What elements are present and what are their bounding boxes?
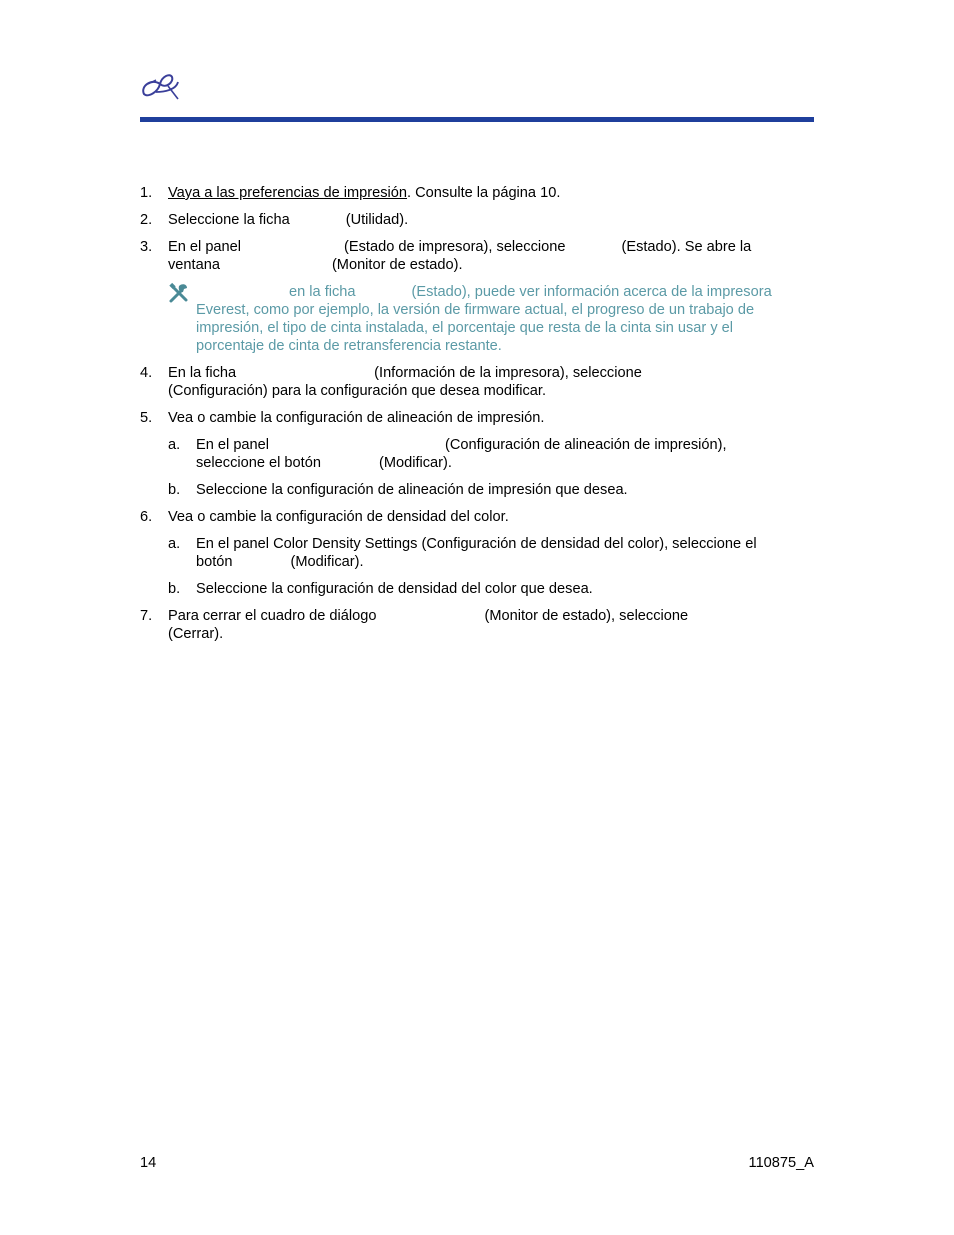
step-number: 3. xyxy=(140,239,153,255)
substep-5b xyxy=(140,481,814,499)
step-4 xyxy=(140,364,814,400)
step-number: 1. xyxy=(140,185,153,201)
step-text: (Monitor de estado). xyxy=(331,257,463,273)
step-text: En el panel xyxy=(168,239,242,255)
step-text: (Monitor de estado), seleccione xyxy=(484,608,689,624)
substep-letter: b. xyxy=(168,581,181,597)
page-number: 14 xyxy=(140,1155,157,1171)
substep-text: seleccione el botón xyxy=(196,455,321,471)
print-preferences-link[interactable]: Vaya a las preferencias de impresión xyxy=(168,185,408,201)
substep-letter: a. xyxy=(168,536,181,552)
step-text: En la ficha xyxy=(168,365,237,381)
step-text: Vea o cambie la configuración de alineación de impresión. xyxy=(168,410,545,426)
substep-6a xyxy=(140,535,814,571)
note xyxy=(140,283,814,355)
step-text: Para cerrar el cuadro de diálogo xyxy=(168,608,377,624)
substep-text: En el panel xyxy=(196,437,270,453)
step-text: (Estado de impresora), seleccione xyxy=(344,239,566,255)
step-number: 7. xyxy=(140,608,153,624)
substep-text: botón xyxy=(196,554,233,570)
company-logo-icon xyxy=(138,72,180,100)
note-text: impresión, el tipo de cinta instalada, el porcentaje que resta de la cinta sin usar y el xyxy=(196,320,734,336)
step-number: 4. xyxy=(140,365,153,381)
step-text: (Información de la impresora), seleccione xyxy=(374,365,642,381)
step-1 xyxy=(140,184,814,202)
step-text: (Utilidad). xyxy=(345,212,409,228)
step-2 xyxy=(140,211,814,229)
substep-text: En el panel Color Density Settings (Configuración de densidad del color), seleccione el xyxy=(196,536,757,552)
document-id: 110875_A xyxy=(748,1155,814,1171)
step-3 xyxy=(140,238,814,274)
step-7 xyxy=(140,607,814,643)
step-6 xyxy=(140,508,814,526)
substep-text: Seleccione la configuración de densidad del color que desea. xyxy=(196,581,593,597)
procedure xyxy=(140,184,814,652)
substep-letter: a. xyxy=(168,437,181,453)
step-text: Seleccione la ficha xyxy=(168,212,290,228)
step-text: (Estado). Se abre la xyxy=(621,239,752,255)
step-text: Vea o cambie la configuración de densidad del color. xyxy=(168,509,509,525)
step-text: . Consulte la página 10. xyxy=(407,185,561,201)
step-5 xyxy=(140,409,814,427)
step-text: ventana xyxy=(168,257,220,273)
substep-text: Seleccione la configuración de alineación de impresión que desea. xyxy=(196,482,628,498)
tools-icon xyxy=(168,282,190,304)
substep-5a xyxy=(140,436,814,472)
step-text: (Configuración) para la configuración que desea modificar. xyxy=(168,383,547,399)
step-number: 5. xyxy=(140,410,153,426)
note-text: porcentaje de cinta de retransferencia restante. xyxy=(196,338,502,354)
note-text: (Estado), puede ver información acerca de la impresora xyxy=(411,284,772,300)
substep-6b xyxy=(140,580,814,598)
note-text: Everest, como por ejemplo, la versión de firmware actual, el progreso de un trabajo de xyxy=(196,302,755,318)
step-text: (Cerrar). xyxy=(168,626,224,642)
substep-letter: b. xyxy=(168,482,181,498)
note-text: en la ficha xyxy=(289,284,356,300)
substep-text: (Modificar). xyxy=(378,455,452,471)
substep-text: (Modificar). xyxy=(290,554,364,570)
step-number: 6. xyxy=(140,509,153,525)
step-number: 2. xyxy=(140,212,153,228)
substep-text: (Configuración de alineación de impresión), xyxy=(445,437,727,453)
header-rule xyxy=(140,117,814,122)
